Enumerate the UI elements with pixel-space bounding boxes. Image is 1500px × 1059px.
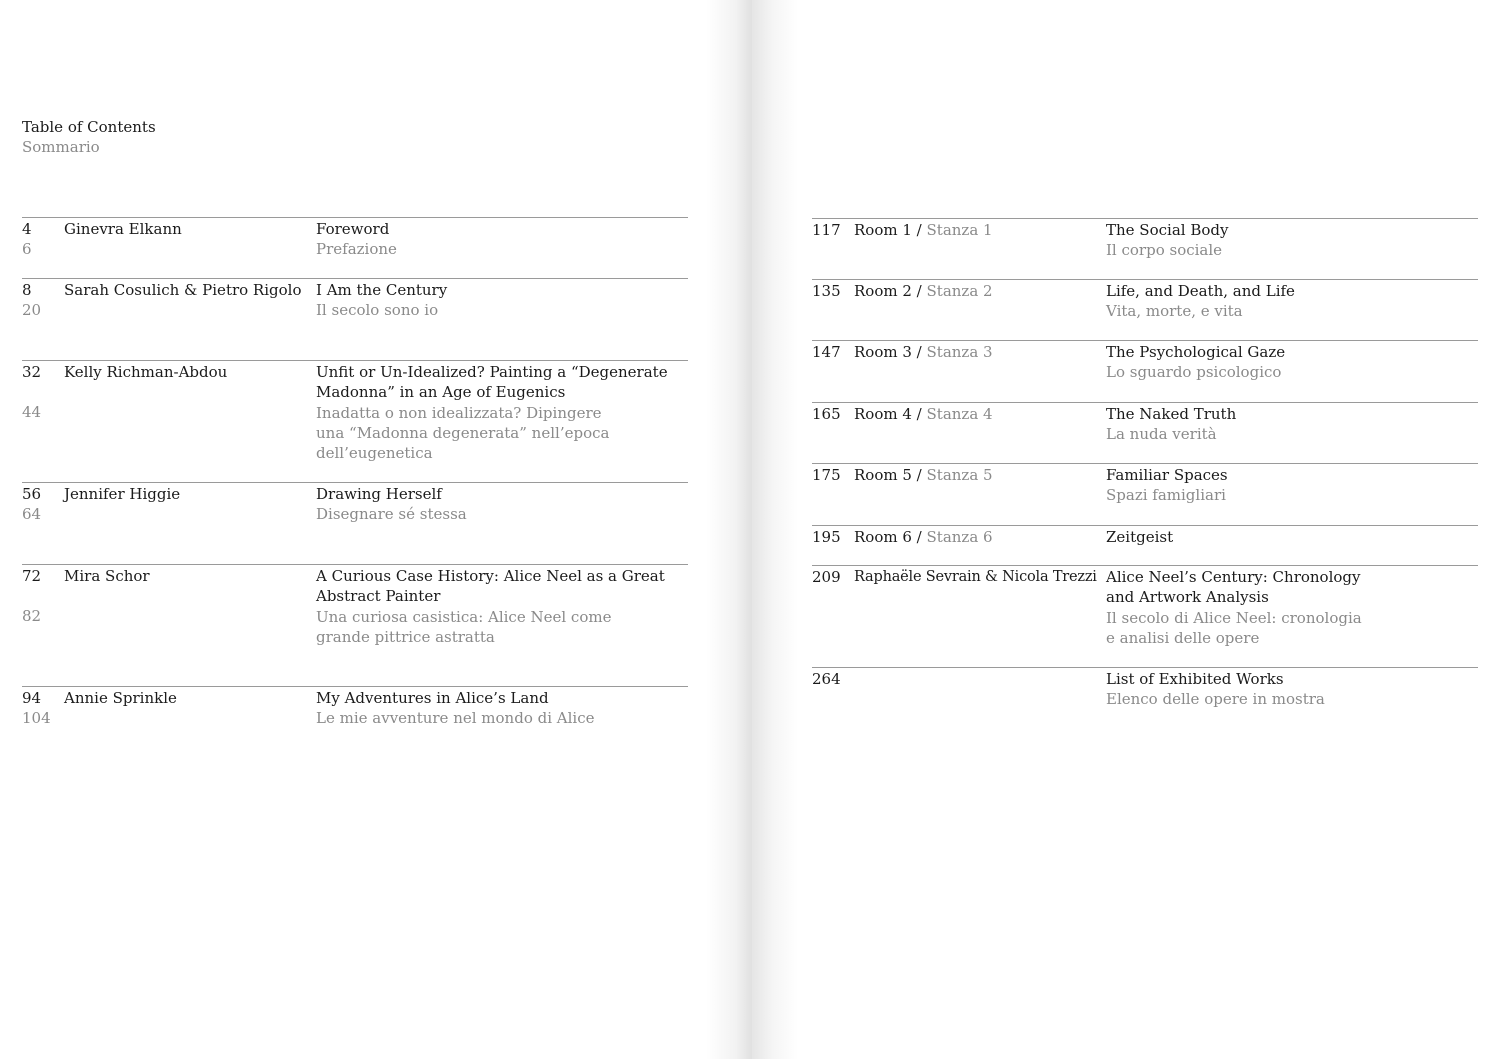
room-italian: Stanza 6 (926, 528, 993, 546)
page-number: 195 (812, 528, 841, 546)
page-numbers (22, 483, 41, 525)
author: Annie Sprinkle (64, 689, 177, 707)
room-separator: / (916, 221, 922, 239)
title-italian: Una curiosa casistica: Alice Neel come grande pittrice astratta (316, 607, 612, 646)
room-english: Room 1 (854, 221, 912, 239)
page-number: 32 (22, 363, 42, 381)
page-numbers (22, 687, 51, 729)
title-english: Foreword (316, 220, 390, 238)
room-english: Room 5 (854, 466, 912, 484)
title-english: Life, and Death, and Life (1106, 282, 1295, 300)
page-number: 135 (812, 282, 841, 300)
page-number-italian: 44 (22, 403, 42, 422)
room-italian: Stanza 4 (926, 405, 993, 423)
room-english: Room 2 (854, 282, 912, 300)
author: Raphaële Sevrain & Nicola Trezzi (854, 569, 1097, 585)
title-english: List of Exhibited Works (1106, 670, 1284, 688)
entry-title (316, 687, 688, 729)
gutter-shadow (752, 0, 798, 1059)
title-italian: Il corpo sociale (1106, 241, 1223, 260)
toc-list-essays (22, 217, 688, 747)
title-italian: Elenco delle opere in mostra (1106, 690, 1325, 709)
page-number: 209 (812, 568, 841, 586)
title-english: The Psychological Gaze (1106, 343, 1286, 361)
toc-entry[interactable] (22, 482, 688, 564)
toc-entry[interactable] (812, 340, 1478, 402)
title-english: Drawing Herself (316, 485, 442, 503)
page-number-italian: 20 (22, 301, 42, 320)
room-label (854, 342, 993, 362)
toc-title-italian: Sommario (22, 138, 100, 156)
entry-title (316, 279, 688, 321)
toc-entry[interactable] (812, 565, 1478, 667)
room-separator: / (916, 405, 922, 423)
title-english: Alice Neel’s Century: Chronology and Artwork Analysis (1106, 568, 1361, 607)
toc-entry[interactable] (22, 686, 688, 747)
title-italian: Il secolo di Alice Neel: cronologia e analisi delle opere (1106, 608, 1362, 647)
page-number: 264 (812, 670, 841, 688)
author: Ginevra Elkann (64, 220, 182, 238)
room-label (854, 220, 993, 240)
page-numbers (22, 361, 41, 423)
toc-entry[interactable] (812, 402, 1478, 463)
title-english: The Social Body (1106, 221, 1229, 239)
room-separator: / (916, 466, 922, 484)
room-italian: Stanza 1 (926, 221, 993, 239)
toc-entry[interactable] (22, 217, 688, 278)
room-separator: / (916, 343, 922, 361)
page-numbers (22, 565, 41, 627)
entry-title (1106, 219, 1478, 261)
title-italian: Il secolo sono io (316, 301, 439, 320)
entry-title (316, 218, 688, 260)
page-number: 72 (22, 567, 42, 585)
entry-title (1106, 341, 1478, 383)
entry-title (1106, 280, 1478, 322)
toc-header (22, 117, 156, 157)
page-number-italian: 6 (22, 240, 32, 259)
toc-list-rooms (812, 218, 1478, 728)
title-english: I Am the Century (316, 281, 448, 299)
page-number-italian: 64 (22, 505, 42, 524)
entry-title (1106, 526, 1478, 547)
toc-entry[interactable] (22, 564, 688, 686)
author: Kelly Richman-Abdou (64, 363, 228, 381)
entry-title (1106, 403, 1478, 445)
toc-entry[interactable] (812, 667, 1478, 728)
toc-entry[interactable] (812, 279, 1478, 340)
room-label (854, 404, 993, 424)
title-italian: Disegnare sé stessa (316, 505, 467, 524)
title-english: A Curious Case History: Alice Neel as a Great Abstract Painter (316, 567, 665, 606)
title-italian: Prefazione (316, 240, 397, 259)
entry-title (1106, 464, 1478, 506)
toc-entry[interactable] (22, 278, 688, 360)
page-numbers (22, 279, 41, 321)
page-number: 8 (22, 281, 32, 299)
entry-title (1106, 566, 1371, 648)
toc-entry[interactable] (812, 525, 1478, 565)
entry-title (316, 361, 676, 463)
page-numbers (22, 218, 32, 260)
room-separator: / (916, 282, 922, 300)
room-english: Room 3 (854, 343, 912, 361)
title-english: The Naked Truth (1106, 405, 1237, 423)
room-italian: Stanza 3 (926, 343, 993, 361)
room-english: Room 6 (854, 528, 912, 546)
title-english: Familiar Spaces (1106, 466, 1228, 484)
title-english: Unfit or Un-Idealized? Painting a “Degenerate Madonna” in an Age of Eugenics (316, 363, 668, 402)
gutter-shadow (706, 0, 752, 1059)
room-label (854, 465, 993, 485)
title-italian: Vita, morte, e vita (1106, 302, 1243, 321)
room-english: Room 4 (854, 405, 912, 423)
page-number: 147 (812, 343, 841, 361)
page-number: 56 (22, 485, 42, 503)
title-italian: Le mie avventure nel mondo di Alice (316, 709, 595, 728)
page-number: 175 (812, 466, 841, 484)
author: Sarah Cosulich & Pietro Rigolo (64, 281, 302, 299)
entry-title (1106, 668, 1478, 710)
page-number: 117 (812, 221, 841, 239)
title-italian: Inadatta o non idealizzata? Dipingere una “Madonna degenerata” nell’epoca dell’eugenetica (316, 403, 610, 463)
toc-entry[interactable] (22, 360, 688, 482)
author: Mira Schor (64, 567, 150, 585)
title-italian: La nuda verità (1106, 425, 1217, 444)
title-english: Zeitgeist (1106, 528, 1174, 546)
toc-entry[interactable] (812, 463, 1478, 525)
room-italian: Stanza 2 (926, 282, 993, 300)
title-italian: Spazi famigliari (1106, 486, 1226, 505)
page-number: 94 (22, 689, 42, 707)
entry-title (316, 565, 668, 647)
page-number-italian: 104 (22, 709, 51, 728)
room-italian: Stanza 5 (926, 466, 993, 484)
author: Jennifer Higgie (64, 485, 181, 503)
room-label (854, 527, 993, 547)
title-italian: Lo sguardo psicologico (1106, 363, 1282, 382)
page-number: 4 (22, 220, 32, 238)
toc-entry[interactable] (812, 218, 1478, 279)
entry-title (316, 483, 688, 525)
room-separator: / (916, 528, 922, 546)
room-label (854, 281, 993, 301)
page-number: 165 (812, 405, 841, 423)
page-number-italian: 82 (22, 607, 42, 626)
toc-title: Table of Contents (22, 118, 156, 136)
title-english: My Adventures in Alice’s Land (316, 689, 549, 707)
right-page (752, 0, 1500, 1059)
